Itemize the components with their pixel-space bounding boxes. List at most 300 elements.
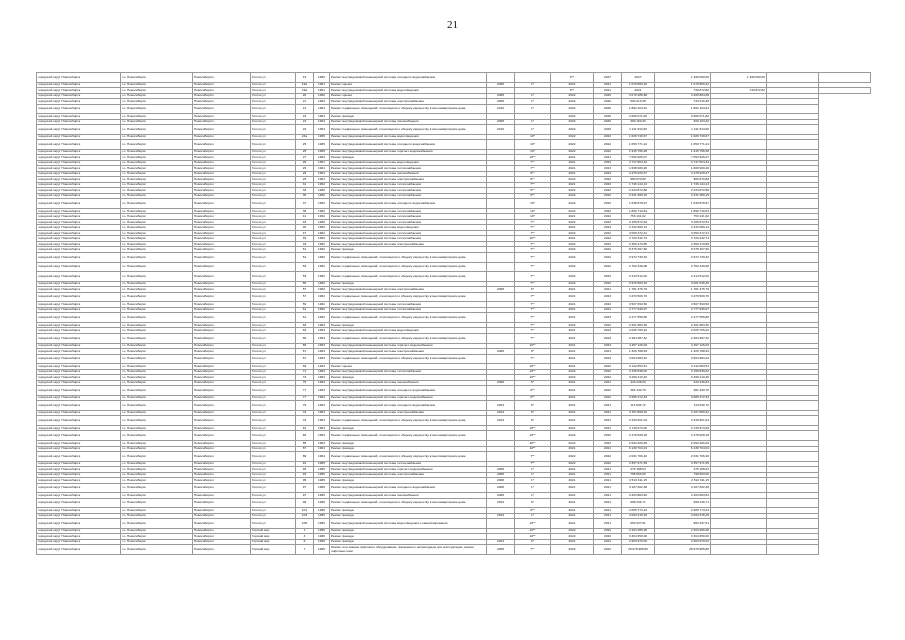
cell-district: г.о. Новосибирск [121,333,193,343]
cell-work-type: Ремонт подвальных помещений, относящихся к общему имуществу в многоквартирном доме [330,272,487,282]
cell-district: г.о. Новосибирск [121,545,193,555]
cell-work-type: Ремонт внутридомовой инженерной системы теплоснабжения [330,230,487,236]
cell-end-year: 381 440,70 [622,386,655,396]
cell-house: 75 [296,380,314,386]
cell-street: Гоголя ул [251,472,296,478]
cell-work-type: Ремонт фасада [330,539,487,545]
cell-criteria: 7** [515,328,551,334]
cell-cost: 476 188,64 [655,467,711,473]
cell-year-priv: 2008 [487,545,515,555]
cell-work-type: Ремонт фасада [330,534,487,540]
cell-extra-a [767,333,819,343]
cell-work-type: Ремонт подвальных помещений, относящихся к общему имуществу в многоквартирном доме [330,313,487,323]
cell-cost: 2 666 071,82 [655,114,711,120]
cell-year-priv: 2008 [487,493,515,499]
cell-district: г.о. Новосибирск [121,214,193,220]
cell-work-type: Ремонт внутридомовой инженерной системы теплоснабжения [330,219,487,225]
cell-end-year: 2 413 512,02 [622,272,655,282]
cell-extra-a [767,252,819,262]
cell-criteria: 1* [515,478,551,484]
cell-cost: 2 093 206,09 [655,441,711,447]
cell-street: Гоголя ул [251,82,296,88]
cell-house: 49 [296,241,314,247]
cell-district: г.о. Новосибирск [121,134,193,140]
cell-plan-year: 2022 [551,252,594,262]
cell-plan-year: 2021 [551,498,594,508]
cell-end-year: 2 093 206,09 [622,441,655,447]
cell-work-type: Ремонт внутридомовой инженерной системы горячего водоснабжения [330,149,487,155]
cell-criteria: 1* [515,93,551,99]
cell-municipality: городской округ Новосибирск [37,313,121,323]
cell-district: г.о. Новосибирск [121,140,193,150]
cell-work-type: Ремонт внутридомовой инженерной системы холодного водоснабжения [330,73,487,83]
cell-city: Новосибирск г [193,171,251,177]
cell-city: Новосибирск г [193,416,251,426]
cell-street: Гоголя ул [251,252,296,262]
cell-start-year: 2023 [594,292,622,302]
cell-year-built: 1963 [314,354,330,364]
cell-end-year: 2 340 901,04 [622,416,655,426]
cell-municipality: городской округ Новосибирск [37,493,121,499]
cell-start-year: 2021 [594,425,622,431]
cell-municipality: городской округ Новосибирск [37,272,121,282]
page-number: 21 [447,19,458,31]
cell-municipality: городской округ Новосибирск [37,467,121,473]
cell-start-year: 2026 [594,104,622,114]
cell-year-built: 1963 [314,349,330,355]
cell-extra-a [767,199,819,209]
cell-work-type: Ремонт фасада [330,528,487,534]
cell-city: Новосибирск г [193,354,251,364]
cell-city: Новосибирск г [193,188,251,194]
cell-plan-year: 6** [551,88,594,94]
cell-municipality: городской округ Новосибирск [37,431,121,441]
cell-house: 85 [296,441,314,447]
cell-year-built: 1960 [314,73,330,83]
cell-district: г.о. Новосибирск [121,119,193,125]
cell-work-type: Ремонт внутридомовой инженерной системы теплоснабжения [330,369,487,375]
cell-cost: 2 231 389,19 [655,193,711,199]
cell-criteria: 6* [515,287,551,293]
cell-district: г.о. Новосибирск [121,467,193,473]
cell-criteria: 1* [515,82,551,88]
cell-district: г.о. Новосибирск [121,82,193,88]
cell-year-built: 1964 [314,425,330,431]
cell-start-year: 2022 [594,149,622,155]
cell-house: 5 [296,539,314,545]
cell-start-year: 2022 [594,199,622,209]
cell-work-type: Ремонт внутридомовой инженерной системы холодного водоснабжения [330,483,487,493]
cell-start-year: 2023 [594,225,622,231]
cell-work-type: Ремонт внутридомовой инженерной системы электроснабжения [330,99,487,105]
cell-city: Новосибирск г [193,230,251,236]
cell-work-type: Ремонт фасада [330,441,487,447]
cell-year-priv [487,262,515,272]
cell-start-year: 2021 [594,88,622,94]
cell-work-type: Ремонт подвальных помещений, относящихся к общему имуществу в многоквартирном доме [330,431,487,441]
cell-year-built: 1962 [314,214,330,220]
cell-municipality: городской округ Новосибирск [37,545,121,555]
cell-municipality: городской округ Новосибирск [37,114,121,120]
cell-street: Гоголя ул [251,446,296,452]
cell-year-built: 1962 [314,272,330,282]
cell-work-type: Ремонт внутридомовой инженерной системы электроснабжения [330,472,487,478]
cell-year-built: 1965 [314,498,330,508]
cell-street: Гоголя ул [251,349,296,355]
cell-work-type: Ремонт подвальных помещений, относящихся к общему имуществу в многоквартирном доме [330,452,487,462]
cell-criteria: 10** [515,425,551,431]
cell-district: г.о. Новосибирск [121,313,193,323]
cell-district: г.о. Новосибирск [121,513,193,519]
cell-municipality: городской округ Новосибирск [37,160,121,166]
cell-cost: 3 155 839,02 [655,369,711,375]
cell-end-year: 2 976 583,34 [622,281,655,287]
cell-criteria: 10** [515,446,551,452]
cell-municipality: городской округ Новосибирск [37,230,121,236]
cell-start-year: 2022 [594,375,622,381]
cell-start-year: 2023 [594,160,622,166]
cell-district: г.о. Новосибирск [121,508,193,514]
cell-year-built: 1966 [314,545,330,555]
cell-year-built: 1965 [314,472,330,478]
cell-work-type: Ремонт внутридомовой инженерной системы газоснабжения [330,119,487,125]
cell-end-year: 1 659 771,24 [622,140,655,150]
cell-municipality: городской округ Новосибирск [37,322,121,328]
cell-street: Гоголя ул [251,160,296,166]
cell-cost: 3 107 602,38 [655,483,711,493]
cell-criteria: 6** [515,188,551,194]
cell-plan-year: 2022 [551,281,594,287]
cell-year-built: 1965 [314,508,330,514]
cell-year-built: 1963 [314,328,330,334]
cell-criteria: 1* [515,104,551,114]
cell-work-type: Ремонт внутридомовой инженерной системы теплоснабжения [330,193,487,199]
cell-house: 45 [296,225,314,231]
cell-municipality: городской округ Новосибирск [37,461,121,467]
cell-cost: 3 050 372,31 [655,230,711,236]
cell-street: Гоголя ул [251,431,296,441]
cell-cost: 3 357 971,59 [655,461,711,467]
cell-city: Новосибирск г [193,534,251,540]
cell-district: г.о. Новосибирск [121,519,193,529]
cell-municipality: городской округ Новосибирск [37,104,121,114]
cell-cost: 113 646,72 [655,401,711,411]
cell-work-type: Ремонт внутридомовой инженерной системы водоотведения [330,225,487,231]
cell-criteria: 7** [515,230,551,236]
cell-start-year: 2022 [594,534,622,540]
cell-year-built: 1962 [314,292,330,302]
cell-plan-year: 2022 [551,125,594,135]
cell-street: Гоголя ул [251,478,296,484]
cell-year-built: 1962 [314,236,330,242]
cell-house: 79 [296,410,314,416]
cell-district: г.о. Новосибирск [121,452,193,462]
cell-municipality: городской округ Новосибирск [37,472,121,478]
cell-start-year: 2022 [594,441,622,447]
cell-year-built: 1963 [314,369,330,375]
cell-cost-total [711,125,767,135]
cell-city: Новосибирск г [193,219,251,225]
cell-street: Гоголя ул [251,281,296,287]
cell-cost: 1 892 104,91 [655,104,711,114]
cell-year-built: 1961 [314,160,330,166]
cell-cost-total: 730 872,82 [711,88,767,94]
cell-work-type: Ремонт или замена лифтового оборудования, признанного непригодным для эксплуатации, ремонт лифтовых шахт [330,545,487,555]
cell-plan-year: 2021 [551,236,594,242]
cell-municipality: городской округ Новосибирск [37,177,121,183]
cell-end-year: 3 142 853,51 [622,364,655,370]
cell-plan-year: 2021 [551,225,594,231]
cell-cost: 2 903 970,02 [655,539,711,545]
cell-cost: 3 475 020,37 [655,171,711,177]
table-row [37,354,871,364]
cell-house: 71 [296,369,314,375]
cell-start-year: 2026 [594,114,622,120]
cell-city: Новосибирск г [193,493,251,499]
cell-municipality: городской округ Новосибирск [37,166,121,172]
cell-municipality: городской округ Новосибирск [37,73,121,83]
cell-work-type: Ремонт внутридомовой инженерной системы холодного водоснабжения [330,401,487,411]
cell-year-built: 1964 [314,401,330,411]
cell-year-built: 1965 [314,467,330,473]
cell-year-built: 1961 [314,177,330,183]
cell-city: Новосибирск г [193,119,251,125]
cell-criteria: 7** [515,322,551,328]
cell-work-type: Ремонт внутридомовой инженерной системы водоотведения [330,88,487,94]
cell-criteria: 7** [515,225,551,231]
cell-year-built: 1965 [314,483,330,493]
cell-street: Гоголя ул [251,287,296,293]
cell-year-built: 1965 [314,461,330,467]
cell-criteria: 10** [515,534,551,540]
cell-street: Гоголя ул [251,247,296,253]
cell-district: г.о. Новосибирск [121,292,193,302]
cell-city: Новосибирск г [193,155,251,161]
cell-municipality: городской округ Новосибирск [37,119,121,125]
cell-criteria: 6* [515,539,551,545]
cell-house: 21 [296,104,314,114]
cell-street: Гоголя ул [251,93,296,99]
cell-district: г.о. Новосибирск [121,483,193,493]
cell-end-year: 950 337,91 [622,519,655,529]
cell-district: г.о. Новосибирск [121,247,193,253]
cell-cost: 3 685 472,33 [655,395,711,401]
cell-criteria [515,73,551,83]
cell-plan-year: 2021 [551,483,594,493]
cell-start-year: 2022 [594,369,622,375]
cell-street: Гоголя ул [251,193,296,199]
cell-criteria: 1* [515,99,551,105]
cell-work-type: Ремонт внутридомовой инженерной системы горячего водоснабжения [330,467,487,473]
cell-city: Новосибирск г [193,93,251,99]
cell-start-year: 2022 [594,241,622,247]
cell-end-year: 3 107 602,38 [622,483,655,493]
table-row [37,140,871,150]
cell-street: Гоголя ул [251,375,296,381]
cell-plan-year: 2022 [551,375,594,381]
table-row [37,545,871,555]
cell-criteria: 7** [515,452,551,462]
cell-cost: 2 026 765,22 [655,328,711,334]
cell-city: Новосибирск г [193,452,251,462]
cell-start-year: 2023 [594,219,622,225]
cell-end-year: 3 777 946,07 [622,307,655,313]
cell-street: Гоголя ул [251,461,296,467]
cell-house: 57 [296,287,314,293]
cell-plan-year: 2021 [551,354,594,364]
cell-end-year: 2 972 730,32 [622,252,655,262]
cell-house: 89 [296,452,314,462]
cell-city: Новосибирск г [193,478,251,484]
cell-municipality: городской округ Новосибирск [37,395,121,401]
cell-district: г.о. Новосибирск [121,272,193,282]
cell-cost: 2 340 901,04 [655,416,711,426]
cell-street: Гоголя ул [251,104,296,114]
cell-house: 95 [296,478,314,484]
cell-house: 41 [296,214,314,220]
cell-end-year: 2 484 387,32 [622,333,655,343]
cell-city: Новосибирск г [193,498,251,508]
cell-municipality: городской округ Новосибирск [37,528,121,534]
cell-cost: 2 762 349,08 [655,262,711,272]
cell-city: Новосибирск г [193,410,251,416]
cell-end-year: 2 356 470,85 [622,241,655,247]
cell-end-year: 1 608 909,26 [622,166,655,172]
cell-district: г.о. Новосибирск [121,160,193,166]
cell-district: г.о. Новосибирск [121,472,193,478]
cell-year-priv [487,272,515,282]
cell-cost: 1 496 090,00 [655,73,711,83]
cell-municipality: городской округ Новосибирск [37,333,121,343]
cell-year-priv: 2008 [487,93,515,99]
table-row [37,292,871,302]
cell-work-type: Ремонт подвальных помещений, относящихся к общему имуществу в многоквартирном доме [330,354,487,364]
cell-street: Горский мкр [251,528,296,534]
cell-extra-a [767,354,819,364]
cell-year-built: 1962 [314,182,330,188]
cell-end-year: 7 052 926,07 [622,155,655,161]
cell-year-priv [487,140,515,150]
cell-city: Новосибирск г [193,262,251,272]
cell-start-year: 2027 [594,73,622,83]
cell-end-year: 2 234 872,89 [622,188,655,194]
cell-city: Новосибирск г [193,292,251,302]
cell-end-year: 6 139 704,04 [622,446,655,452]
cell-end-year: 753 131,62 [622,214,655,220]
cell-district: г.о. Новосибирск [121,328,193,334]
cell-cost: 3 157 808,32 [655,410,711,416]
cell-plan-year: 2021 [551,214,594,220]
cell-district: г.о. Новосибирск [121,441,193,447]
cell-city: Новосибирск г [193,88,251,94]
cell-street: Гоголя ул [251,467,296,473]
cell-plan-year: 2021 [551,364,594,370]
cell-start-year: 2026 [594,93,622,99]
cell-house: 67 [296,349,314,355]
cell-municipality: городской округ Новосибирск [37,349,121,355]
cell-end-year: 1 070 809,32 [622,82,655,88]
cell-year-built: 1965 [314,478,330,484]
cell-plan-year: 2021 [551,155,594,161]
cell-plan-year: 2021 [551,287,594,293]
cell-house: 24 [296,125,314,135]
cell-district: г.о. Новосибирск [121,343,193,349]
cell-cost-total: 1 496 090,00 [711,73,767,83]
cell-house: 3 [296,534,314,540]
cell-end-year: 2027 [622,73,655,83]
cell-cost-total [711,292,767,302]
cell-city: Новосибирск г [193,539,251,545]
cell-end-year: 1 638 878,97 [622,199,655,209]
cell-year-built: 1964 [314,119,330,125]
cell-cost: 998 236,71 [655,498,711,508]
cell-district: г.о. Новосибирск [121,349,193,355]
cell-work-type: Ремонт внутридомовой инженерной системы электроснабжения [330,177,487,183]
cell-street: Гоголя ул [251,208,296,214]
cell-cost: 443 236,63 [655,380,711,386]
cell-municipality: городской округ Новосибирск [37,88,121,94]
cell-end-year: 2 762 349,08 [622,262,655,272]
cell-work-type: Ремонт внутридомовой инженерной системы электроснабжения [330,241,487,247]
cell-house: 79 [296,401,314,411]
cell-street: Гоголя ул [251,307,296,313]
cell-work-type: Ремонт внутридомовой инженерной системы теплоснабжения [330,214,487,220]
cell-work-type: Ремонт внутридомовой инженерной системы холодного водоснабжения [330,140,487,150]
cell-cost-total [711,498,767,508]
cell-year-built: 1962 [314,262,330,272]
cell-district: г.о. Новосибирск [121,302,193,308]
cell-year-built: 1962 [314,313,330,323]
cell-plan-year: 2021 [551,171,594,177]
cell-plan-year: 2022 [551,247,594,253]
cell-criteria: 1* [515,467,551,473]
cell-house: 25 [296,149,314,155]
cell-criteria: 6** [515,177,551,183]
capital-repair-table [36,72,871,555]
cell-year-built: 1964 [314,452,330,462]
cell-work-type: Ремонт крыши [330,93,487,99]
cell-year-built: 1964 [314,155,330,161]
cell-house: 97 [296,483,314,493]
cell-start-year: 2022 [594,208,622,214]
cell-cost: 980 670,80 [655,177,711,183]
cell-house: 81 [296,425,314,431]
cell-cost-total [711,519,767,529]
cell-house: 1 [296,528,314,534]
cell-municipality: городской округ Новосибирск [37,508,121,514]
cell-house: 29 [296,166,314,172]
cell-cost: 2 234 872,89 [655,188,711,194]
cell-district: г.о. Новосибирск [121,88,193,94]
cell-plan-year: 2022 [551,272,594,282]
table-row [37,431,871,441]
cell-street: Горский мкр [251,545,296,555]
cell-cost: 1 746 144,13 [655,182,711,188]
cell-municipality: городской округ Новосибирск [37,446,121,452]
cell-year-built: 1961 [314,166,330,172]
cell-start-year: 2023 [594,182,622,188]
cell-plan-year: 2022 [551,177,594,183]
cell-year-priv [487,333,515,343]
cell-house: 69 [296,364,314,370]
cell-plan-year: 2021 [551,401,594,411]
cell-house: 55 [296,281,314,287]
cell-work-type: Ремонт внутридомовой инженерной системы теплоснабжения [330,461,487,467]
cell-city: Новосибирск г [193,545,251,555]
cell-street: Гоголя ул [251,343,296,349]
cell-year-built: 1962 [314,307,330,313]
cell-cost: 3 155 872,54 [655,219,711,225]
